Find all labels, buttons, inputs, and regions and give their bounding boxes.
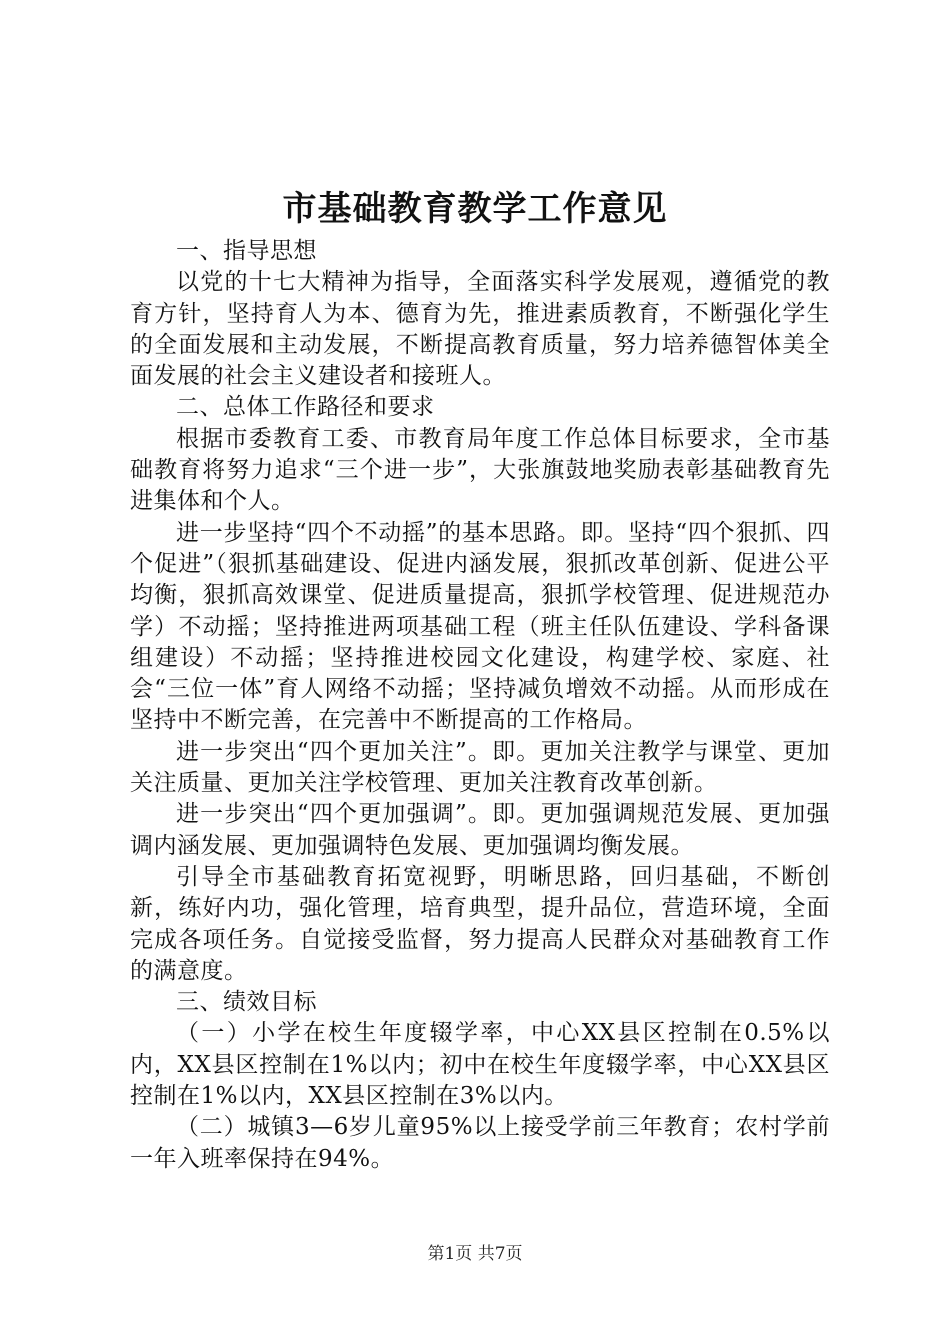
paragraph: 进一步坚持“四个不动摇”的基本思路。即。坚持“四个狠抓、四个促进”（狠抓基础建设、促进内涵发展，狠抓改革创新、促进公平均衡，狠抓高效课堂、促进质量提高，狠抓学校管理、促进规范办学）不动摇；坚持推进两项基础工程（班主任队伍建设、学科备课组建设）不动摇；坚持推进校园文化建设，构建学校、家庭、社会“三位一体”育人网络不动摇；坚持减负增效不动摇。从而形成在坚持中不断完善，在完善中不断提高的工作格局。 [130, 519, 830, 734]
section-heading: 三、绩效目标 [176, 989, 317, 1016]
paragraph: 进一步突出“四个更加关注”。即。更加关注教学与课堂、更加关注质量、更加关注学校管理、更加关注教育改革创新。 [130, 738, 830, 797]
paragraph: 以党的十七大精神为指导，全面落实科学发展观，遵循党的教育方针，坚持育人为本、德育为先，推进素质教育，不断强化学生的全面发展和主动发展，不断提高教育质量，努力培养德智体美全面发展的社会主义建设者和接班人。 [130, 269, 830, 390]
document-title: 市基础教育教学工作意见 [282, 189, 668, 229]
paragraph: （二）城镇3—6岁儿童95%以上接受学前三年教育；农村学前一年入班率保持在94%。 [130, 1114, 830, 1172]
document-body [130, 236, 830, 1175]
paragraph: （一）小学在校生年度辍学率，中心XX县区控制在0.5%以内，XX县区控制在1%以内；初中在校生年度辍学率，中心XX县区控制在1%以内，XX县区控制在3%以内。 [130, 1020, 830, 1110]
paragraph: 进一步突出“四个更加强调”。即。更加强调规范发展、更加强调内涵发展、更加强调特色发展、更加强调均衡发展。 [130, 801, 830, 859]
section-heading: 二、总体工作路径和要求 [176, 394, 435, 421]
section-heading: 一、指导思想 [176, 238, 317, 264]
page-number-footer: 第1页 共7页 [427, 1244, 523, 1264]
paragraph: 引导全市基础教育拓宽视野，明晰思路，回归基础，不断创新，练好内功，强化管理，培育典型，提升品位，营造环境，全面完成各项任务。自觉接受监督，努力提高人民群众对基础教育工作的满意度。 [130, 863, 830, 984]
paragraph: 根据市委教育工委、市教育局年度工作总体目标要求，全市基础教育将努力追求“三个进一步”，大张旗鼓地奖励表彰基础教育先进集体和个人。 [130, 425, 830, 515]
